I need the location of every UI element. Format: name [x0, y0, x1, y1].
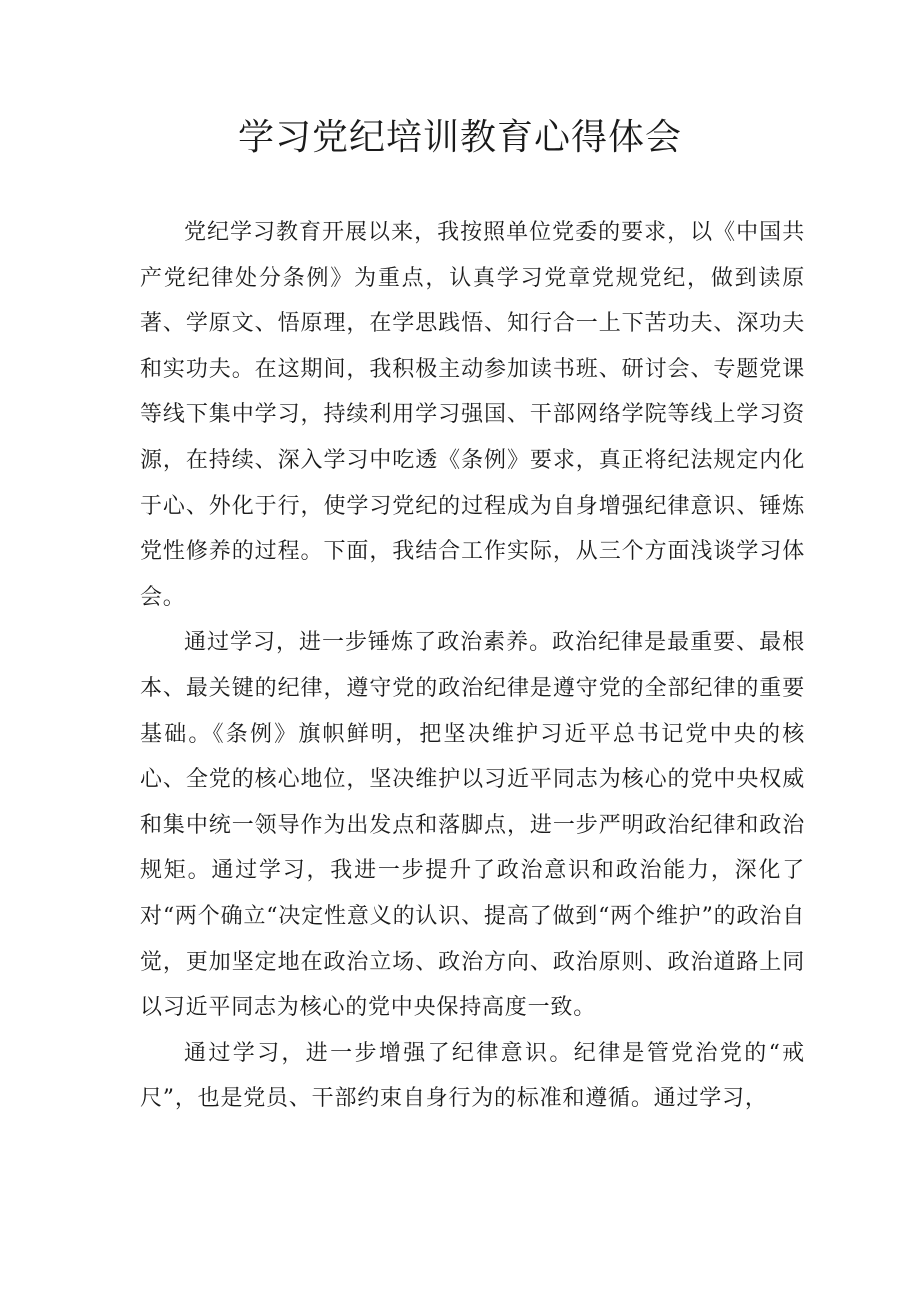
- paragraph-discipline-awareness: 通过学习，进一步增强了纪律意识。纪律是管党治党的“戒尺”，也是党员、干部约束自身行为的标准和遵循。通过学习，: [140, 1040, 805, 1112]
- document-title: 学习党纪培训教育心得体会: [237, 117, 682, 158]
- paragraph-intro: 党纪学习教育开展以来，我按照单位党委的要求，以《中国共产党纪律处分条例》为重点，认真学习党章党规党纪，做到读原著、学原文、悟原理，在学思践悟、知行合一上下苦功夫、深功夫和实功夫。在这期间，我积极主动参加读书班、研讨会、专题党课等线下集中学习，持续利用学习强国、干部网络学院等线上学习资源，在持续、深入学习中吃透《条例》要求，真正将纪法规定内化于心、外化于行，使学习党纪的过程成为自身增强纪律意识、锤炼党性修养的过程。下面，我结合工作实际，从三个方面浅谈学习体会。: [140, 220, 805, 610]
- paragraph-political-literacy: 通过学习，进一步锤炼了政治素养。政治纪律是最重要、最根本、最关键的纪律，遵守党的政治纪律是遵守党的全部纪律的重要基础。《条例》旗帜鲜明，把坚决维护习近平总书记党中央的核心、全党的核心地位，坚决维护以习近平同志为核心的党中央权威和集中统一领导作为出发点和落脚点，进一步严明政治纪律和政治规矩。通过学习，我进一步提升了政治意识和政治能力，深化了对“两个确立“决定性意义的认识、提高了做到“两个维护”的政治自觉，更加坚定地在政治立场、政治方向、政治原则、政治道路上同以习近平同志为核心的党中央保持高度一致。: [140, 630, 805, 1021]
- document-body: [140, 210, 805, 1122]
